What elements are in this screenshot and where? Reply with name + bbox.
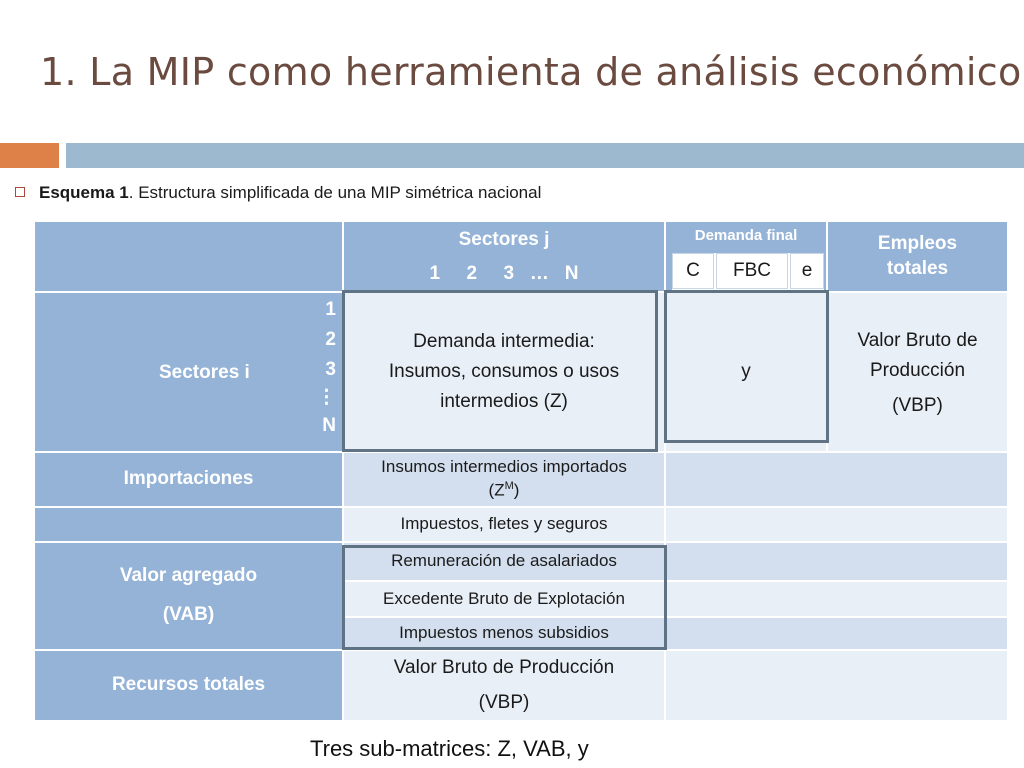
vbp-line1: Valor Bruto de Producción [857, 329, 978, 381]
sector-number: ⋮ [317, 387, 336, 408]
recursos-vbp-line2: (VBP) [478, 691, 530, 713]
caption-bold: Esquema 1 [39, 183, 129, 202]
cell-excedente-rest [666, 582, 1007, 616]
empleos-totales-label: Empleos totales [877, 232, 958, 279]
header-empleos-totales [828, 222, 1007, 291]
cell-subsidios-rest [666, 618, 1007, 649]
cell-recursos-rest [666, 651, 1007, 720]
header-demanda-final [666, 222, 826, 249]
accent-bar-blue [66, 143, 1024, 168]
row-valor-agregado [35, 543, 342, 649]
sector-number: 1 [325, 299, 336, 320]
row-recursos-totales [35, 651, 342, 720]
impuestos-fletes-text: Impuestos, fletes y seguros [400, 514, 608, 534]
row-blank [35, 508, 342, 541]
bullet-caption [15, 183, 541, 203]
df-col-gap-right [824, 253, 826, 291]
df-col-gap [666, 249, 826, 253]
vab-matrix-box [342, 545, 667, 650]
df-col-fbc [716, 253, 788, 289]
demanda-intermedia-text: Demanda intermedia: Insumos, consumos o usos intermedios (Z) [388, 331, 620, 412]
cell-recursos-vbp [344, 651, 664, 720]
row-importaciones [35, 453, 342, 506]
accent-bar-orange [0, 143, 59, 168]
demanda-final-label: Demanda final [694, 226, 798, 244]
cell-insumos-importados [344, 453, 664, 506]
impuestos-subsidios-text: Impuestos menos subsidios [399, 623, 609, 643]
df-col-e-label: e [801, 259, 813, 281]
y-label: y [741, 360, 751, 382]
insumos-importados-text: Insumos intermedios importados [381, 457, 627, 477]
cell-fletes-rest [666, 508, 1007, 541]
remuneracion-text: Remuneración de asalariados [391, 551, 617, 571]
sector-number: 2 [325, 329, 336, 350]
df-col-e [790, 253, 824, 289]
sectores-i-label: Sectores i [159, 362, 250, 383]
sectores-j-numbers: 1 2 3 … N [429, 262, 579, 284]
slide-title: 1. La MIP como herramienta de análisis económico [40, 50, 1022, 94]
valor-agregado-label: Valor agregado [119, 565, 258, 587]
cell-vbp-empleos [828, 293, 1007, 451]
cell-remuneracion-rest [666, 543, 1007, 580]
sector-number: 3 [325, 359, 336, 380]
zm-suffix: ) [513, 480, 520, 500]
vbp-line2: (VBP) [892, 394, 943, 416]
header-sectores-j [344, 222, 664, 291]
caption-text: . Estructura simplificada de una MIP simétrica nacional [128, 183, 542, 202]
square-bullet-icon [15, 187, 25, 197]
y-matrix-box [664, 290, 829, 443]
vab-label: (VAB) [162, 604, 215, 625]
sector-number: N [322, 415, 336, 436]
recursos-vbp-line1: Valor Bruto de Producción [393, 656, 615, 678]
df-col-c [672, 253, 714, 289]
importaciones-label: Importaciones [123, 468, 254, 490]
footer-caption: Tres sub-matrices: Z, VAB, y [310, 736, 589, 761]
sector-numbers [317, 295, 336, 441]
cell-impuestos-fletes [344, 508, 664, 541]
df-col-fbc-label: FBC [733, 259, 771, 281]
zm-text [489, 479, 520, 503]
zm-superscript: M [504, 480, 514, 493]
excedente-text: Excedente Bruto de Explotación [383, 588, 625, 608]
zm-prefix: (Z [488, 480, 505, 500]
z-matrix-box [342, 290, 658, 452]
df-col-c-label: C [686, 259, 700, 281]
recursos-totales-label: Recursos totales [111, 674, 266, 696]
row-sectores-i [35, 293, 342, 451]
df-col-gap-left [666, 253, 672, 291]
sectores-j-label: Sectores j [458, 229, 550, 250]
cell-importaciones-rest [666, 453, 1007, 506]
corner-cell [35, 222, 342, 291]
